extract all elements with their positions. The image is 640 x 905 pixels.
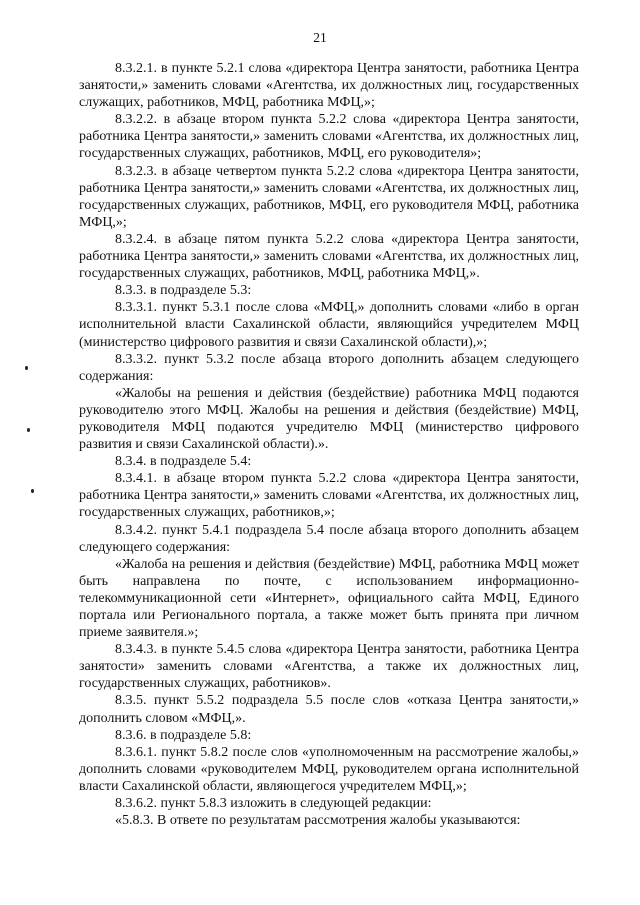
paragraph: «Жалобы на решения и действия (бездействие) работника МФЦ подаются руководителю этого МФЦ. Жалобы на решения и действия (бездействие) МФЦ, руководителя МФЦ подаются учредителю МФЦ (министерство цифрового развития и связи Сахалинской области).». <box>79 385 579 453</box>
paragraph: 8.3.4.2. пункт 5.4.1 подраздела 5.4 после абзаца второго дополнить абзацем следующего содержания: <box>79 522 579 555</box>
paragraph: 8.3.6.2. пункт 5.8.3 изложить в следующей редакции: <box>115 796 432 812</box>
paragraph: 8.3.5. пункт 5.5.2 подраздела 5.5 после слов «отказа Центра занятости,» дополнить словом «МФЦ,». <box>79 693 579 726</box>
paragraph: 8.3.6.1. пункт 5.8.2 после слов «уполномоченным на рассмотрение жалобы,» дополнить словами «руководителем МФЦ, руководителем органа исполнительной власти Сахалинской области, являющегося учредителем МФЦ,»; <box>79 744 579 794</box>
paragraph: 8.3.6. в подразделе 5.8: <box>115 727 252 743</box>
paragraph: 8.3.4.1. в абзаце втором пункта 5.2.2 слова «директора Центра занятости, работника Центра занятости,» заменить словами «Агентства, их должностных лиц, государственных служащих, работников,»; <box>79 471 579 521</box>
paragraph: «5.8.3. В ответе по результатам рассмотрения жалобы указываются: <box>115 813 521 829</box>
paragraph: 8.3.2.4. в абзаце пятом пункта 5.2.2 слова «директора Центра занятости, работника Центра занятости,» заменить словами «Агентства, их должностных лиц, государственных служащих, работников, МФЦ, работника МФЦ,». <box>79 231 579 282</box>
paragraph: 8.3.2.3. в абзаце четвертом пункта 5.2.2 слова «директора Центра занятости, работника Центра занятости,» заменить словами «Агентства, их должностных лиц, государственных служащих, работников, МФЦ, его руководителя МФЦ, работника МФЦ,»; <box>79 163 579 230</box>
paragraph: «Жалоба на решения и действия (бездействие) МФЦ, работника МФЦ может быть направлена по почте, с использованием информационно-телекоммуникационной сети «Интернет», официального сайта МФЦ, Единого портала или Регионального портала, а также может быть принята при личном приеме заявителя.»; <box>79 556 579 641</box>
paragraph: 8.3.2.2. в абзаце втором пункта 5.2.2 слова «директора Центра занятости, работника Центра занятости,» заменить словами «Агентства, их должностных лиц, государственных служащих, работников, МФЦ, его руководителя»; <box>79 112 579 162</box>
paragraph: 8.3.4. в подразделе 5.4: <box>115 454 252 470</box>
paragraph: 8.3.3.1. пункт 5.3.1 после слова «МФЦ,» дополнить словами «либо в орган исполнительной власти Сахалинской области, являющийся учредителем МФЦ (министерство цифрового развития и связи Сахалинской области),»; <box>79 300 579 350</box>
margin-mark <box>25 366 28 370</box>
paragraph: 8.3.3. в подразделе 5.3: <box>115 283 252 299</box>
document-body <box>79 60 579 829</box>
page-number: 21 <box>313 30 327 45</box>
paragraph: 8.3.4.3. в пункте 5.4.5 слова «директора Центра занятости, работника Центра занятости» заменить словами «Агентства, а также их должностных лиц, государственных служащих, работников». <box>79 642 579 692</box>
margin-mark <box>31 489 34 493</box>
paragraph: 8.3.2.1. в пункте 5.2.1 слова «директора Центра занятости, работника Центра занятости,» заменить словами «Агентства, их должностных лиц, государственных служащих, работников, МФЦ, работника МФЦ,»; <box>79 61 579 111</box>
margin-mark <box>27 428 30 432</box>
paragraph: 8.3.3.2. пункт 5.3.2 после абзаца второго дополнить абзацем следующего содержания: <box>79 351 579 384</box>
